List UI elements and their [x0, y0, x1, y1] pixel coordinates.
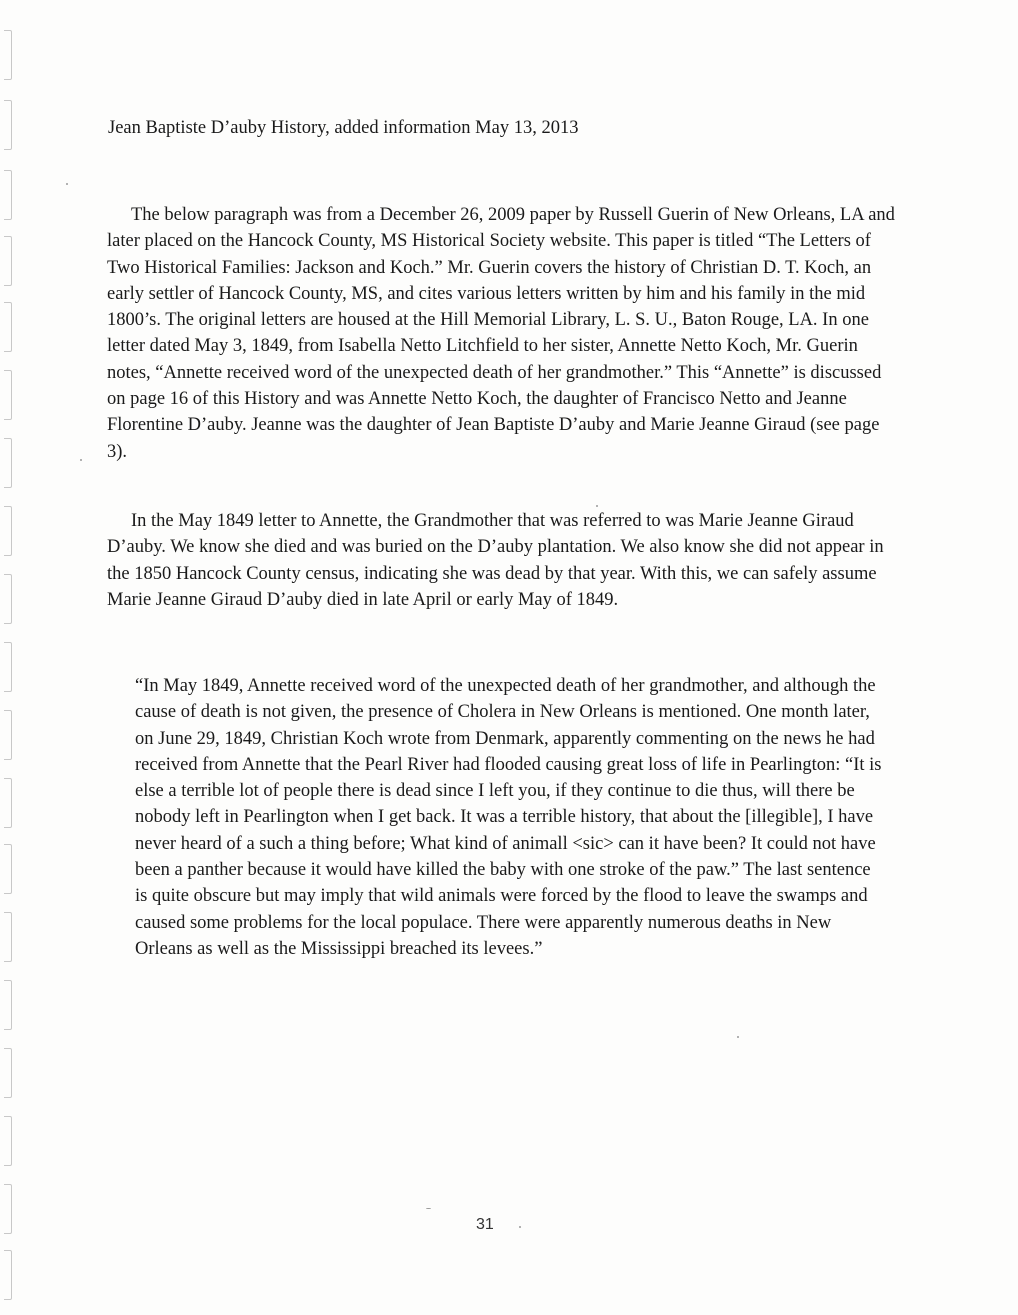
- binder-hole-marks: [4, 30, 16, 1300]
- binder-mark: [4, 30, 12, 80]
- binder-mark: [4, 1048, 12, 1098]
- binder-mark: [4, 170, 12, 220]
- scan-speck: [80, 459, 82, 461]
- binder-mark: [4, 844, 12, 894]
- binder-mark: [4, 438, 12, 488]
- binder-mark: [4, 642, 12, 692]
- scan-speck: [519, 1226, 521, 1228]
- binder-mark: [4, 574, 12, 624]
- binder-mark: [4, 1184, 12, 1234]
- scan-speck: [737, 1036, 739, 1038]
- scan-speck: [426, 1208, 431, 1209]
- binder-mark: [4, 710, 12, 760]
- scan-speck: [66, 183, 68, 185]
- page-number: 31: [476, 1216, 494, 1233]
- binder-mark: [4, 778, 12, 828]
- paragraph-source-note: The below paragraph was from a December 26, 2009 paper by Russell Guerin of New Orleans, LA and later placed on the Hancock County, MS Historical Society website. This paper is titled “The Letters of Two Historical Families: Jackson and Koch.” Mr. Guerin covers the history of Christian D. T. Koch, an early settler of Hancock County, MS, and cites various letters written by him and his family in the mid 1800’s. The original letters are housed at the Hill Memorial Library, L. S. U., Baton Rouge, LA. In one letter dated May 3, 1849, from Isabella Netto Litchfield to her sister, Annette Netto Koch, Mr. Guerin notes, “Annette received word of the unexpected death of her grandmother.” This “Annette” is discussed on page 16 of this History and was Annette Netto Koch, the daughter of Francisco Netto and Jeanne Florentine D’auby. Jeanne was the daughter of Jean Baptiste D’auby and Marie Jeanne Giraud (see page 3).: [107, 205, 895, 462]
- binder-mark: [4, 912, 12, 962]
- binder-mark: [4, 1116, 12, 1166]
- binder-mark: [4, 236, 12, 286]
- binder-mark: [4, 1250, 12, 1300]
- binder-mark: [4, 100, 12, 150]
- block-quote: “In May 1849, Annette received word of the unexpected death of her grandmother, and although the cause of death is not given, the presence of Cholera in New Orleans is mentioned. One month later, on June 29, 1849, Christian Koch wrote from Denmark, apparently commenting on the news he had received from Annette that the Pearl River had flooded causing great loss of life in Pearlington: “It is else a terrible lot of people there is dead since I left you, if they continue to die thus, will there be nobody left in Pearlington when I get back. It was a terrible history, that about the [illegible], I have never heard of a such a thing before; What kind of animall <sic> can it have been? It could not have been a panther because it would have killed the baby with one stroke of the paw.” The last sentence is quite obscure but may imply that wild animals were forced by the flood to leave the swamps and caused some problems for the local populace. There were apparently numerous deaths in New Orleans as well as the Mississippi breached its levees.”: [135, 676, 882, 959]
- binder-mark: [4, 370, 12, 420]
- binder-mark: [4, 506, 12, 556]
- binder-mark: [4, 980, 12, 1030]
- binder-mark: [4, 302, 12, 352]
- paragraph-grandmother-note: In the May 1849 letter to Annette, the Grandmother that was referred to was Marie Jeanne Giraud D’auby. We know she died and was buried on the D’auby plantation. We also know she did not appear in the 1850 Hancock County census, indicating she was dead by that year. With this, we can safely assume Marie Jeanne Giraud D’auby died in late April or early May of 1849.: [107, 511, 884, 610]
- scan-speck: [596, 505, 598, 507]
- document-title: Jean Baptiste D’auby History, added information May 13, 2013: [108, 118, 579, 138]
